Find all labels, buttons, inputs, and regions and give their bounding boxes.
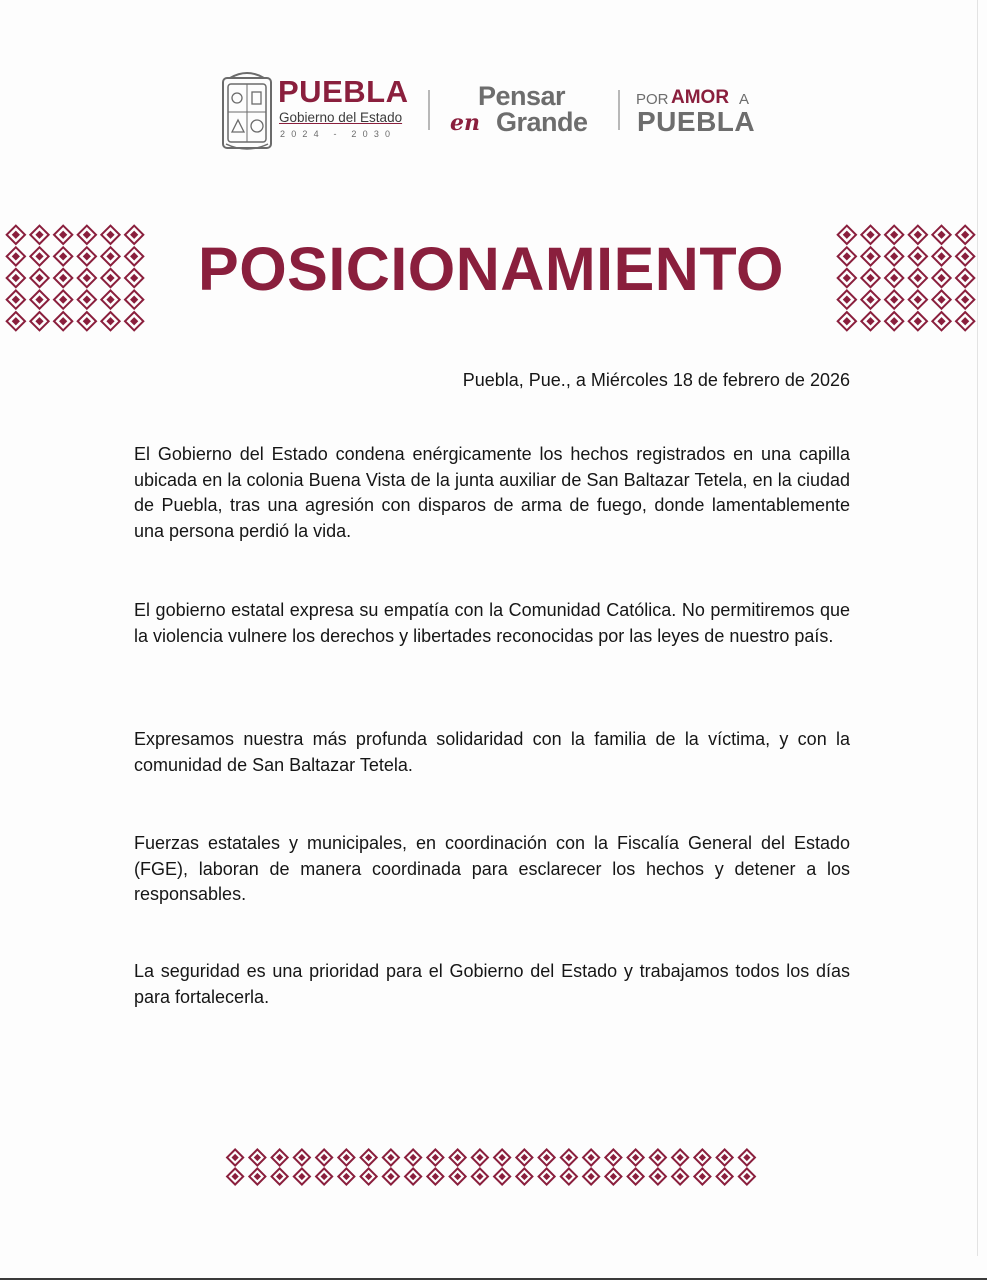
grande-logo-text: Grande — [496, 107, 588, 137]
decorative-pattern-right — [835, 224, 977, 332]
paragraph: El gobierno estatal expresa su empatía con la Comunidad Católica. No permitiremos que la violencia vulnere los derechos y libertades reconocidas por las leyes de nuestro país. — [134, 600, 850, 646]
pensar-logo-text: Pensar — [478, 81, 566, 111]
decorative-pattern-left — [4, 224, 146, 332]
en-logo-text: en — [450, 110, 480, 136]
gobierno-logo-text: Gobierno del Estado — [279, 110, 403, 125]
paragraph: Expresamos nuestra más profunda solidaridad con la familia de la víctima, y con la comunidad de San Baltazar Tetela. — [134, 729, 850, 775]
amor-logo-text: AMOR — [671, 87, 730, 108]
paragraph: El Gobierno del Estado condena enérgicamente los hechos registrados en una capilla ubicada en la colonia Buena Vista de la junta auxiliar de San Baltazar Tetela, en la ciudad de Puebla, tras una agresión con disparos de arma de fuego, donde lamentablemente una persona perdió la vida. — [134, 444, 850, 541]
page-edge — [977, 0, 978, 1256]
por-amor-puebla-logo-text: PUEBLA — [637, 106, 756, 137]
logo-divider — [428, 90, 430, 130]
page-title: POSICIONAMIENTO — [198, 235, 784, 303]
logo-divider — [618, 90, 620, 130]
por-logo-text: POR — [636, 91, 669, 108]
a-logo-text: A — [739, 91, 750, 108]
years-logo-text: 2024 - 2030 — [280, 129, 397, 139]
header-logos — [220, 68, 765, 154]
paragraph: La seguridad es una prioridad para el Gobierno del Estado y trabajamos todos los días para fortalecerla. — [134, 961, 850, 1007]
date-line: Puebla, Pue., a Miércoles 18 de febrero de 2026 — [462, 370, 850, 390]
decorative-pattern-bottom — [224, 1148, 758, 1186]
state-coat-of-arms-icon — [220, 70, 274, 150]
paragraph: Fuerzas estatales y municipales, en coordinación con la Fiscalía General del Estado (FGE), laboran de manera coordinada para esclarecer los hechos y detener a los responsables. — [134, 833, 850, 905]
puebla-logo-text: PUEBLA — [278, 74, 409, 109]
